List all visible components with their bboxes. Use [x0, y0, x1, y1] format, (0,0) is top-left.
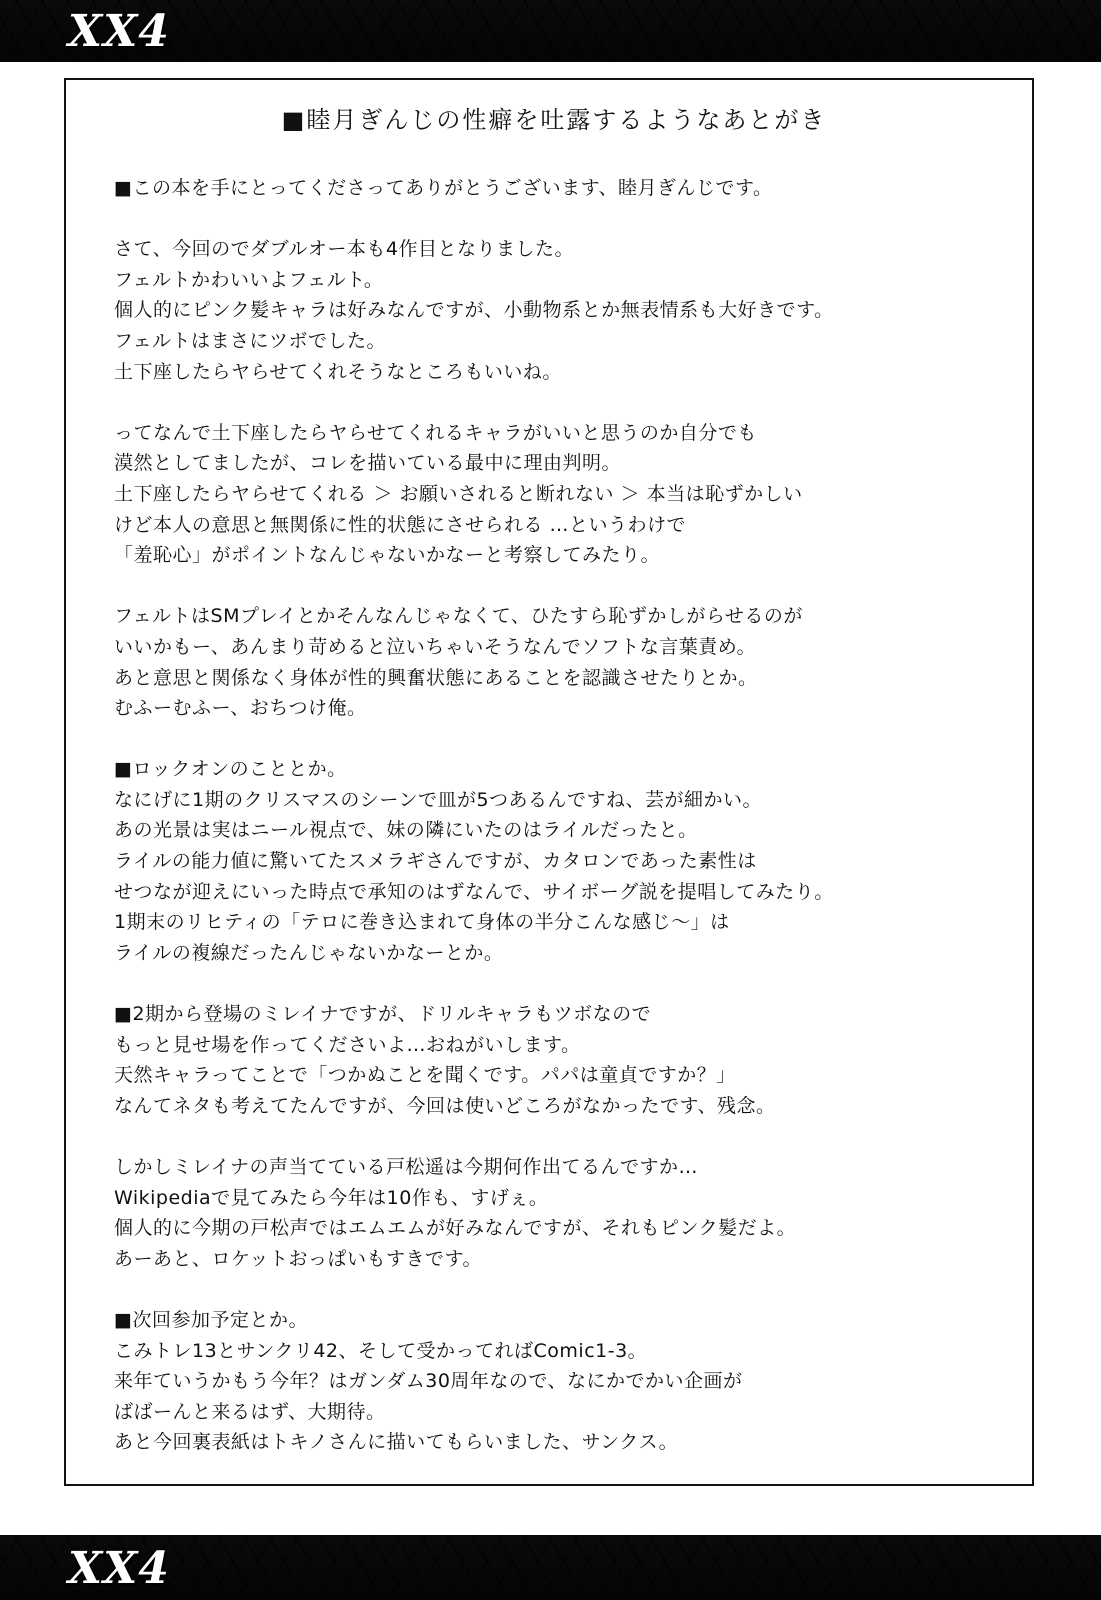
body-line: 漠然としてましたが、コレを描いている最中に理由判明。 [114, 452, 622, 475]
body-line: いいかもー、あんまり苛めると泣いちゃいそうなんでソフトな言葉責め。 [114, 635, 756, 658]
afterword-body [114, 173, 994, 1458]
blank-line [114, 387, 994, 418]
bottom-banner-title: XX4 [68, 1543, 170, 1594]
blank-line [114, 968, 994, 999]
body-line: 「羞恥心」がポイントなんじゃないかなーと考察してみたり。 [114, 544, 661, 567]
top-banner-title: XX4 [68, 6, 170, 57]
top-banner [0, 0, 1101, 62]
body-line: ライルの複線だったんじゃないかなーとか。 [114, 941, 504, 964]
body-line: しかしミレイナの声当てている戸松遥は今期何作出てるんですか… [114, 1156, 699, 1178]
body-line: ライルの能力値に驚いてたスメラギさんですが、カタロンであった素性は [114, 850, 757, 873]
body-line: フェルトはまさにツボでした。 [114, 329, 387, 352]
body-line: 個人的に今期の戸松声ではエムエムが好みなんですが、それもピンク髪だよ。 [114, 1217, 797, 1240]
body-line: ■ロックオンのこととか。 [114, 758, 347, 781]
body-line: 1期末のリヒティの「テロに巻き込まれて身体の半分こんな感じ～」は [114, 911, 730, 934]
body-line: 来年ていうかもう今年？はガンダム30周年なので、なにかでかい企画が [114, 1370, 743, 1393]
body-line: あーあと、ロケットおっぱいもすきです。 [114, 1247, 483, 1270]
body-line: Wikipediaで見てみたら今年は10作も、すげぇ。 [114, 1186, 549, 1209]
body-line: せつなが迎えにいった時点で承知のはずなんで、サイボーグ説を提唱してみたり。 [114, 880, 834, 903]
body-line: 土下座したらヤらせてくれる ＞ お願いされると断れない ＞ 本当は恥ずかしい [114, 482, 803, 505]
blank-line [114, 1274, 994, 1305]
body-line: あと意思と関係なく身体が性的興奮状態にあることを認識させたりとか。 [114, 666, 758, 689]
body-line: ■2期から登場のミレイナですが、ドリルキャラもツボなので [114, 1003, 652, 1026]
body-line: こみトレ13とサンクリ42、そして受かってればComic1-3。 [114, 1339, 648, 1362]
blank-line [114, 571, 994, 602]
body-line: あと今回裏表紙はトキノさんに描いてもらいました、サンクス。 [114, 1431, 679, 1454]
body-line: あの光景は実はニール視点で、妹の隣にいたのはライルだったと。 [114, 819, 698, 842]
blank-line [114, 1121, 994, 1152]
body-line: さて、今回のでダブルオー本も4作目となりました。 [114, 238, 574, 261]
body-line: なにげに1期のクリスマスのシーンで皿が5つあるんですね、芸が細かい。 [114, 788, 763, 811]
blank-line [114, 204, 994, 235]
body-line: 個人的にピンク髪キャラは好みなんですが、小動物系とか無表情系も大好きです。 [114, 299, 834, 322]
body-line: フェルトかわいいよフェルト。 [114, 268, 384, 291]
body-line: もっと見せ場を作ってくださいよ…おねがいします。 [114, 1033, 581, 1056]
body-line: なんてネタも考えてたんですが、今回は使いどころがなかったです、残念。 [114, 1094, 776, 1117]
body-line: けど本人の意思と無関係に性的状態にさせられる …というわけで [114, 513, 687, 536]
blank-line [114, 724, 994, 755]
body-line: フェルトはSMプレイとかそんなんじゃなくて、ひたすら恥ずかしがらせるのが [114, 605, 803, 628]
afterword-heading: ■睦月ぎんじの性癖を吐露するようなあとがき [281, 106, 827, 134]
body-line: ってなんで土下座したらヤらせてくれるキャラがいいと思うのか自分でも [114, 421, 757, 444]
body-line: むふーむふー、おちつけ俺。 [114, 697, 367, 720]
afterword-content [114, 100, 994, 1458]
body-line: 天然キャラってことで「つかぬことを聞くです。パパは童貞ですか？」 [114, 1064, 736, 1087]
body-line: ■次回参加予定とか。 [114, 1308, 308, 1331]
body-line: ■この本を手にとってくださってありがとうございます、睦月ぎんじです。 [114, 177, 773, 199]
body-line: ばばーんと来るはず、大期待。 [114, 1400, 386, 1423]
body-line: 土下座したらヤらせてくれそうなところもいいね。 [114, 360, 562, 383]
bottom-banner [0, 1535, 1101, 1600]
